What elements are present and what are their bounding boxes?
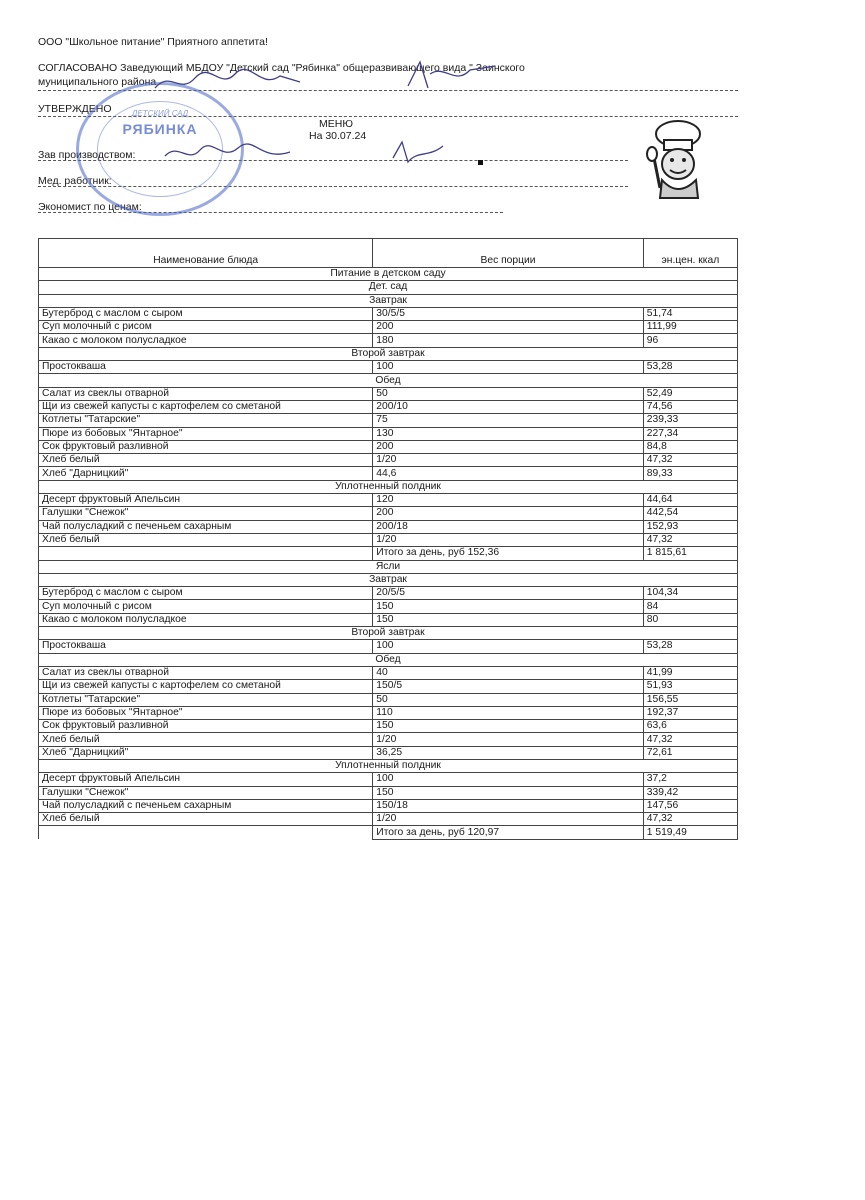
- total-spacer: [39, 826, 373, 839]
- chef-icon: [640, 118, 712, 200]
- total-kcal: 1 815,61: [643, 547, 737, 560]
- table-row: [39, 361, 738, 374]
- dish-name: Пюре из бобовых "Янтарное": [39, 706, 373, 719]
- dish-name: Салат из свеклы отварной: [39, 387, 373, 400]
- dot-mark: [478, 160, 483, 165]
- portion-weight: 50: [373, 693, 643, 706]
- economist-label: Экономист по ценам:: [38, 201, 142, 213]
- total-label: Итого за день, руб 152,36: [373, 547, 643, 560]
- kcal-value: 80: [643, 613, 737, 626]
- dish-name: Хлеб белый: [39, 813, 373, 826]
- column-header-dish: Наименование блюда: [39, 239, 373, 268]
- portion-weight: 150/18: [373, 799, 643, 812]
- kcal-value: 89,33: [643, 467, 737, 480]
- kcal-value: 84: [643, 600, 737, 613]
- section-label: Питание в детском саду: [39, 268, 738, 281]
- kcal-value: 44,64: [643, 494, 737, 507]
- portion-weight: 150: [373, 613, 643, 626]
- total-row: [39, 826, 738, 839]
- portion-weight: 75: [373, 414, 643, 427]
- portion-weight: 120: [373, 494, 643, 507]
- dish-name: Хлеб "Дарницкий": [39, 467, 373, 480]
- portion-weight: 180: [373, 334, 643, 347]
- kcal-value: 111,99: [643, 321, 737, 334]
- kcal-value: 74,56: [643, 400, 737, 413]
- kcal-value: 147,56: [643, 799, 737, 812]
- portion-weight: 110: [373, 706, 643, 719]
- dish-name: Хлеб белый: [39, 533, 373, 546]
- table-row: [39, 706, 738, 719]
- kcal-value: 41,99: [643, 666, 737, 679]
- portion-weight: 200: [373, 321, 643, 334]
- table-row: [39, 799, 738, 812]
- kcal-value: 156,55: [643, 693, 737, 706]
- total-row: [39, 547, 738, 560]
- section-label: Обед: [39, 653, 738, 666]
- table-row: [39, 400, 738, 413]
- portion-weight: 100: [373, 361, 643, 374]
- table-row: [39, 427, 738, 440]
- table-row: [39, 813, 738, 826]
- dotted-line: [38, 212, 503, 213]
- section-label: Завтрак: [39, 573, 738, 586]
- table-header-row: [39, 239, 738, 268]
- portion-weight: 130: [373, 427, 643, 440]
- dish-name: Чай полусладкий с печеньем сахарным: [39, 520, 373, 533]
- kcal-value: 53,28: [643, 640, 737, 653]
- dish-name: Какао с молоком полусладкое: [39, 613, 373, 626]
- round-stamp: ДЕТСКИЙ САД РЯБИНКА: [76, 82, 244, 216]
- dish-name: Чай полусладкий с печеньем сахарным: [39, 799, 373, 812]
- table-row: [39, 600, 738, 613]
- portion-weight: 200/18: [373, 520, 643, 533]
- kcal-value: 37,2: [643, 773, 737, 786]
- signature-1: [150, 60, 310, 100]
- agreed-line-1: СОГЛАСОВАНО Заведующий МБДОУ "Детский сад "Рябинка" общеразвивающего вида " Заинского: [38, 62, 525, 74]
- section-row: [39, 480, 738, 493]
- portion-weight: 200/10: [373, 400, 643, 413]
- agreed-line-2: муниципального района: [38, 76, 157, 88]
- section-row: [39, 374, 738, 387]
- section-row: [39, 653, 738, 666]
- dish-name: Хлеб белый: [39, 454, 373, 467]
- section-label: Дет. сад: [39, 281, 738, 294]
- kcal-value: 47,32: [643, 733, 737, 746]
- total-spacer: [39, 547, 373, 560]
- portion-weight: 150/5: [373, 680, 643, 693]
- signature-3: [160, 138, 300, 168]
- total-label: Итого за день, руб 120,97: [373, 826, 643, 839]
- table-row: [39, 334, 738, 347]
- table-row: [39, 773, 738, 786]
- portion-weight: 100: [373, 773, 643, 786]
- portion-weight: 1/20: [373, 733, 643, 746]
- kcal-value: 53,28: [643, 361, 737, 374]
- portion-weight: 1/20: [373, 454, 643, 467]
- table-row: [39, 467, 738, 480]
- portion-weight: 44,6: [373, 467, 643, 480]
- kcal-value: 84,8: [643, 440, 737, 453]
- dish-name: Суп молочный с рисом: [39, 321, 373, 334]
- section-row: [39, 281, 738, 294]
- section-row: [39, 560, 738, 573]
- dish-name: Суп молочный с рисом: [39, 600, 373, 613]
- kcal-value: 339,42: [643, 786, 737, 799]
- table-row: [39, 613, 738, 626]
- section-row: [39, 627, 738, 640]
- org-name: ООО "Школьное питание" Приятного аппетита!: [38, 36, 268, 48]
- dish-name: Салат из свеклы отварной: [39, 666, 373, 679]
- dish-name: Десерт фруктовый Апельсин: [39, 773, 373, 786]
- dish-name: Десерт фруктовый Апельсин: [39, 494, 373, 507]
- portion-weight: 50: [373, 387, 643, 400]
- production-head-label: Зав производством:: [38, 149, 136, 161]
- dish-name: Котлеты "Татарские": [39, 414, 373, 427]
- column-header-kcal: эн.цен. ккал: [643, 239, 737, 268]
- kcal-value: 47,32: [643, 813, 737, 826]
- table-row: [39, 414, 738, 427]
- portion-weight: 200: [373, 440, 643, 453]
- table-row: [39, 387, 738, 400]
- kcal-value: 47,32: [643, 533, 737, 546]
- signature-4: [388, 138, 448, 168]
- table-row: [39, 533, 738, 546]
- dish-name: Простокваша: [39, 361, 373, 374]
- section-row: [39, 759, 738, 772]
- kcal-value: 442,54: [643, 507, 737, 520]
- portion-weight: 200: [373, 507, 643, 520]
- section-label: Уплотненный полдник: [39, 759, 738, 772]
- dish-name: Щи из свежей капусты с картофелем со сметаной: [39, 680, 373, 693]
- kcal-value: 192,37: [643, 706, 737, 719]
- portion-weight: 150: [373, 600, 643, 613]
- approved-label: УТВЕРЖДЕНО: [38, 103, 112, 115]
- medic-label: Мед. работник:: [38, 175, 112, 187]
- table-row: [39, 587, 738, 600]
- kcal-value: 227,34: [643, 427, 737, 440]
- table-row: [39, 666, 738, 679]
- portion-weight: 30/5/5: [373, 307, 643, 320]
- kcal-value: 51,74: [643, 307, 737, 320]
- table-row: [39, 454, 738, 467]
- dish-name: Галушки "Снежок": [39, 507, 373, 520]
- dish-name: Котлеты "Татарские": [39, 693, 373, 706]
- section-label: Завтрак: [39, 294, 738, 307]
- dish-name: Щи из свежей капусты с картофелем со сметаной: [39, 400, 373, 413]
- portion-weight: 150: [373, 720, 643, 733]
- table-row: [39, 520, 738, 533]
- kcal-value: 72,61: [643, 746, 737, 759]
- kcal-value: 52,49: [643, 387, 737, 400]
- table-row: [39, 733, 738, 746]
- menu-date: На 30.07.24: [309, 130, 367, 142]
- signature-2: [400, 56, 510, 96]
- portion-weight: 20/5/5: [373, 587, 643, 600]
- dish-name: Пюре из бобовых "Янтарное": [39, 427, 373, 440]
- dish-name: Хлеб "Дарницкий": [39, 746, 373, 759]
- dish-name: Сок фруктовый разливной: [39, 440, 373, 453]
- kcal-value: 152,93: [643, 520, 737, 533]
- column-header-weight: Вес порции: [373, 239, 643, 268]
- table-row: [39, 640, 738, 653]
- section-label: Обед: [39, 374, 738, 387]
- table-row: [39, 746, 738, 759]
- section-row: [39, 294, 738, 307]
- portion-weight: 40: [373, 666, 643, 679]
- kcal-value: 96: [643, 334, 737, 347]
- kcal-value: 47,32: [643, 454, 737, 467]
- table-row: [39, 720, 738, 733]
- dish-name: Галушки "Снежок": [39, 786, 373, 799]
- table-row: [39, 680, 738, 693]
- table-row: [39, 786, 738, 799]
- portion-weight: 1/20: [373, 813, 643, 826]
- section-row: [39, 347, 738, 360]
- kcal-value: 239,33: [643, 414, 737, 427]
- portion-weight: 36,25: [373, 746, 643, 759]
- kcal-value: 104,34: [643, 587, 737, 600]
- dish-name: Простокваша: [39, 640, 373, 653]
- table-row: [39, 693, 738, 706]
- section-label: Ясли: [39, 560, 738, 573]
- portion-weight: 1/20: [373, 533, 643, 546]
- section-label: Уплотненный полдник: [39, 480, 738, 493]
- menu-title: МЕНЮ: [319, 118, 353, 130]
- dish-name: Хлеб белый: [39, 733, 373, 746]
- dish-name: Бутерброд с маслом с сыром: [39, 587, 373, 600]
- section-label: Второй завтрак: [39, 347, 738, 360]
- section-row: [39, 573, 738, 586]
- dish-name: Бутерброд с маслом с сыром: [39, 307, 373, 320]
- section-row: [39, 268, 738, 281]
- table-row: [39, 321, 738, 334]
- table-row: [39, 440, 738, 453]
- kcal-value: 51,93: [643, 680, 737, 693]
- table-row: [39, 494, 738, 507]
- table-row: [39, 307, 738, 320]
- menu-table: [38, 238, 738, 840]
- kcal-value: 63,6: [643, 720, 737, 733]
- total-kcal: 1 519,49: [643, 826, 737, 839]
- table-row: [39, 507, 738, 520]
- dish-name: Какао с молоком полусладкое: [39, 334, 373, 347]
- portion-weight: 100: [373, 640, 643, 653]
- dish-name: Сок фруктовый разливной: [39, 720, 373, 733]
- section-label: Второй завтрак: [39, 627, 738, 640]
- portion-weight: 150: [373, 786, 643, 799]
